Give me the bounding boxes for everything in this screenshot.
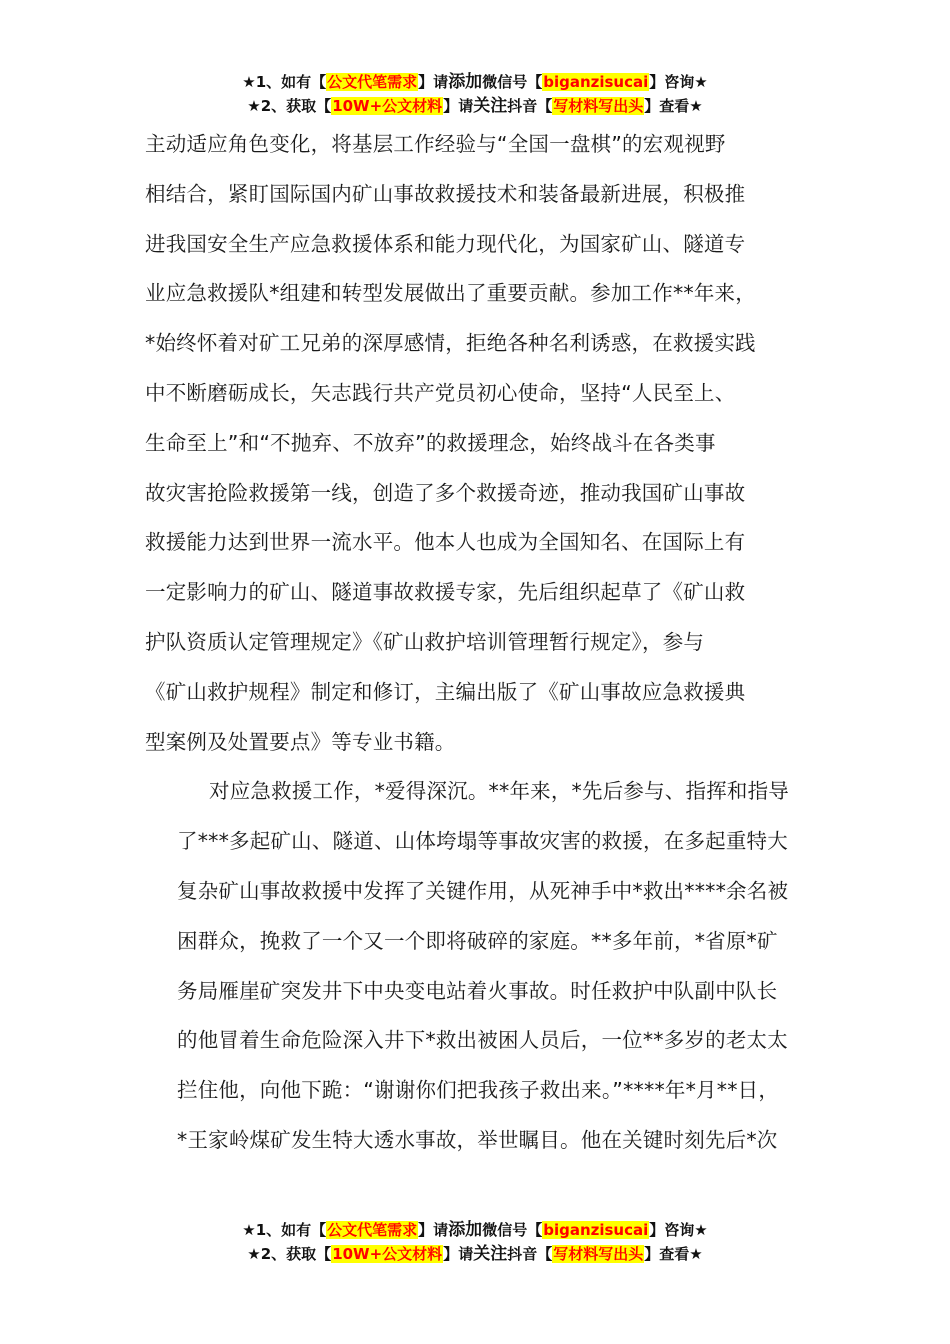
text-line: 业应急救援队*组建和转型发展做出了重要贡献。参加工作**年来， xyxy=(145,281,756,306)
banner-highlight: 写材料写出头 xyxy=(553,1245,644,1263)
banner-text: ★2、获取【 xyxy=(247,1245,332,1263)
banner-highlight: biganzisucai xyxy=(543,1221,649,1239)
banner-text: 微信号【 xyxy=(482,1221,543,1239)
text-line: 一定影响力的矿山、隧道事故救援专家，先后组织起草了《矿山救 xyxy=(145,580,746,605)
text-line: *王家岭煤矿发生特大透水事故，举世瞩目。他在关键时刻先后*次 xyxy=(177,1127,778,1152)
text-line: 务局雁崖矿突发井下中央变电站着火事故。时任救护中队副中队长 xyxy=(177,978,778,1003)
banner-text: 抖音【 xyxy=(507,1245,553,1263)
banner-highlight: 公文代笔需求 xyxy=(327,73,418,91)
text-line: 困群众，挽救了一个又一个即将破碎的家庭。**多年前，*省原*矿 xyxy=(177,928,778,953)
banner-text: 微信号【 xyxy=(482,73,543,91)
banner-text: 】咨询★ xyxy=(649,1221,708,1239)
text-line: 生命至上”和“不抛弃、不放弃”的救援理念，始终战斗在各类事 xyxy=(145,430,716,455)
banner-emphasis: 关注 xyxy=(473,96,508,116)
text-line: 对应急救援工作，*爱得深沉。**年来，*先后参与、指挥和指导 xyxy=(209,779,789,804)
paragraph-1 xyxy=(145,120,810,767)
text-line: 救援能力达到世界一流水平。他本人也成为全国知名、在国际上有 xyxy=(145,530,746,555)
banner-text: ★2、获取【 xyxy=(247,97,332,115)
banner-text: 】咨询★ xyxy=(649,73,708,91)
text-line: 护队资质认定管理规定》《矿山救护培训管理暂行规定》，参与 xyxy=(145,629,705,654)
text-line: 了***多起矿山、隧道、山体垮塌等事故灾害的救援，在多起重特大 xyxy=(177,829,788,854)
text-line: 中不断磨砺成长，矢志践行共产党员初心使命，坚持“人民至上、 xyxy=(145,380,736,405)
text-line: 《矿山救护规程》制定和修订，主编出版了《矿山事故应急救援典 xyxy=(145,679,746,704)
banner-text: 】请 xyxy=(443,97,474,115)
banner-highlight: 10W+公文材料 xyxy=(332,97,443,115)
banner-emphasis: 添加 xyxy=(448,72,483,92)
banner-text: 】请 xyxy=(443,1245,474,1263)
paragraph-2 xyxy=(145,767,810,1165)
banner-text: ★1、如有【 xyxy=(242,73,327,91)
text-line: 进我国安全生产应急救援体系和能力现代化，为国家矿山、隧道专 xyxy=(145,231,746,256)
text-line: 主动适应角色变化，将基层工作经验与“全国一盘棋”的宏观视野 xyxy=(145,132,726,156)
text-line: *始终怀着对矿工兄弟的深厚感情，拒绝各种名利诱惑，在救援实践 xyxy=(145,331,756,356)
banner-text: ★1、如有【 xyxy=(242,1221,327,1239)
banner-highlight: 写材料写出头 xyxy=(553,97,644,115)
banner-line-2 xyxy=(0,94,950,118)
document-body xyxy=(145,120,810,1166)
banner-emphasis: 关注 xyxy=(473,1244,508,1264)
banner-line-2 xyxy=(0,1242,950,1266)
banner-emphasis: 添加 xyxy=(448,1220,483,1240)
banner-highlight: 10W+公文材料 xyxy=(332,1245,443,1263)
banner-highlight: 公文代笔需求 xyxy=(327,1221,418,1239)
banner-text: 】请 xyxy=(418,73,449,91)
text-line: 相结合，紧盯国际国内矿山事故救援技术和装备最新进展，积极推 xyxy=(145,181,746,206)
text-line: 故灾害抢险救援第一线，创造了多个救援奇迹，推动我国矿山事故 xyxy=(145,480,746,505)
banner-text: 】请 xyxy=(418,1221,449,1239)
footer-banner xyxy=(0,1218,950,1266)
header-banner xyxy=(0,70,950,118)
banner-text: 】查看★ xyxy=(644,97,703,115)
banner-text: 】查看★ xyxy=(644,1245,703,1263)
text-line: 复杂矿山事故救援中发挥了关键作用，从死神手中*救出****余名被 xyxy=(177,878,789,903)
text-line: 拦住他，向他下跪：“谢谢你们把我孩子救出来。”****年*月**日， xyxy=(177,1078,780,1103)
text-line: 的他冒着生命危险深入井下*救出被困人员后，一位**多岁的老太太 xyxy=(177,1028,788,1053)
banner-line-1 xyxy=(0,70,950,94)
text-line: 型案例及处置要点》等专业书籍。 xyxy=(145,729,456,754)
banner-highlight: biganzisucai xyxy=(543,73,649,91)
banner-line-1 xyxy=(0,1218,950,1242)
banner-text: 抖音【 xyxy=(507,97,553,115)
